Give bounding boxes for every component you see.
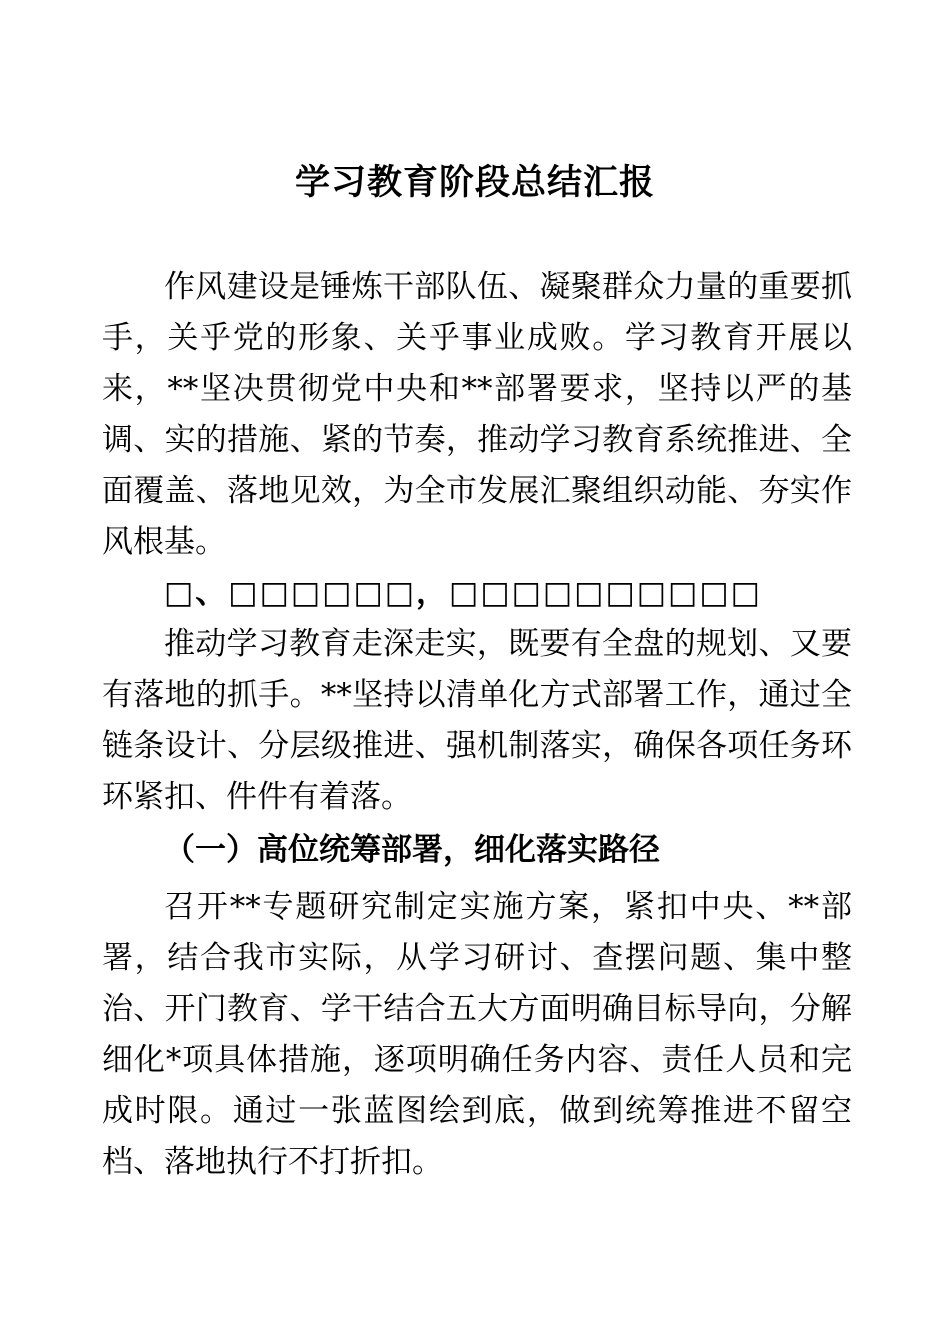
document-body (102, 262, 852, 1188)
subsection-1-paragraph: 召开**专题研究制定实施方案，紧扣中央、**部署，结合我市实际，从学习研讨、查摆问题、集中整治、开门教育、学干结合五大方面明确目标导向，分解细化*项具体措施，逐项明确任务内容、责任人员和完成时限。通过一张蓝图绘到底，做到统筹推进不留空档、落地执行不打折扣。 (102, 889, 852, 1180)
subsection-heading-1: （一）高位统筹部署，细化落实路径 (164, 832, 660, 868)
section-1-paragraph: 推动学习教育走深走实，既要有全盘的规划、又要有落地的抓手。**坚持以清单化方式部署工作，通过全链条设计、分层级推进、强机制落实，确保各项任务环环紧扣、件件有着落。 (102, 626, 852, 815)
document-title: 学习教育阶段总结汇报 (294, 162, 655, 203)
section-heading-1: □、□□□□□□，□□□□□□□□□□ (164, 575, 762, 611)
intro-paragraph: 作风建设是锤炼干部队伍、凝聚群众力量的重要抓手，关乎党的形象、关乎事业成败。学习教育开展以来，**坚决贯彻党中央和**部署要求，坚持以严的基调、实的措施、紧的节奏，推动学习教育系统推进、全面覆盖、落地见效，为全市发展汇聚组织动能、夯实作风根基。 (102, 269, 852, 560)
